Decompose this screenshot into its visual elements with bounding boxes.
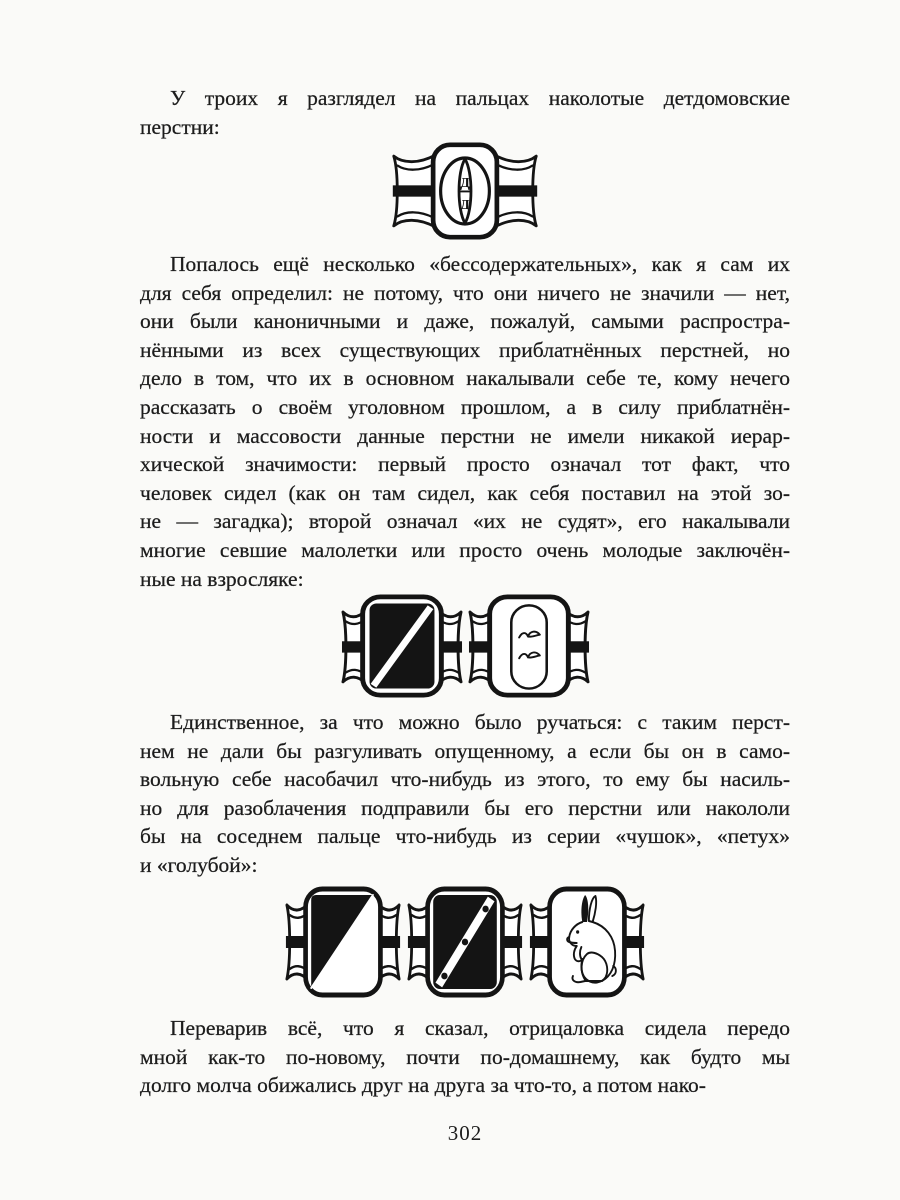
text-line: хической значимости: первый просто означал тот факт, что	[140, 452, 790, 477]
text-line: нёнными из всех существующих приблатнённых перстней, но	[140, 337, 790, 362]
text-line: рассказать о своём уголовном прошлом, а в силу приблатнён-	[140, 394, 790, 419]
text-line: для себя определил: не потому, что они ничего не значили — нет,	[140, 280, 790, 305]
two-birds-ring-icon	[468, 594, 590, 698]
paragraph-4	[140, 1014, 790, 1100]
rabbit-ring-icon	[529, 886, 645, 998]
text-line: они были каноничными и даже, пожалуй, самыми распростра-	[140, 309, 790, 334]
dd-letter-bottom: Д	[460, 196, 470, 213]
dd-monogram-ring-icon	[390, 142, 540, 240]
text-line: вольную себе насобачил что-нибудь из этого, то ему бы насиль-	[140, 767, 790, 792]
paragraph-3	[140, 708, 790, 880]
text-line: дело в том, что их в основном накалывали себе те, кому нечего	[140, 366, 790, 391]
figure-three-rings	[140, 886, 790, 998]
text-line: не — загадка); второй означал «их не судят», его накалывали	[140, 509, 790, 534]
text-line: и «голубой»:	[140, 852, 258, 877]
paragraph-2	[140, 250, 790, 593]
text-line: ности и массовости данные перстни не имели никакой иерар-	[140, 423, 790, 448]
text-line: но для разоблачения подправили бы его перстни или накололи	[140, 795, 790, 820]
text-line: У троих я разглядел на пальцах наколотые детдомовские	[170, 86, 790, 110]
text-line: долго молча обижались друг на друга за что-то, а потом нако-	[140, 1073, 706, 1098]
figure-detdom-ring	[140, 142, 790, 240]
text-line: Попалось ещё несколько «бессодержательных», как я сам их	[170, 252, 790, 276]
text-line: многие севшие малолетки или просто очень молодые заключён-	[140, 537, 790, 562]
text-line: Единственное, за что можно было ручаться: с таким перст-	[170, 710, 790, 734]
page-number: 302	[447, 1121, 483, 1145]
paragraph-1	[140, 84, 790, 141]
text-line: Переварив всё, что я сказал, отрицаловка сидела передо	[170, 1016, 790, 1040]
dotted-diagonal-stripe-ring-icon	[407, 886, 523, 998]
figure-two-rings	[140, 594, 790, 698]
dd-letter-top: Д	[460, 175, 470, 192]
text-line: нем не дали бы разгуливать опущенному, а если бы он в само-	[140, 738, 790, 763]
text-line: бы на соседнем пальце что-нибудь из серии «чушок», «петух»	[140, 824, 790, 849]
half-black-diagonal-ring-icon	[285, 886, 401, 998]
text-line: ные на взросляке:	[140, 566, 304, 591]
text-line: мной как-то по-новому, почти по-домашнему, как будто мы	[140, 1044, 790, 1069]
text-line: человек сидел (как он там сидел, как себя поставил на этой зо-	[140, 480, 790, 505]
black-diagonal-ring-icon	[341, 594, 463, 698]
text-line: перстни:	[140, 114, 220, 139]
